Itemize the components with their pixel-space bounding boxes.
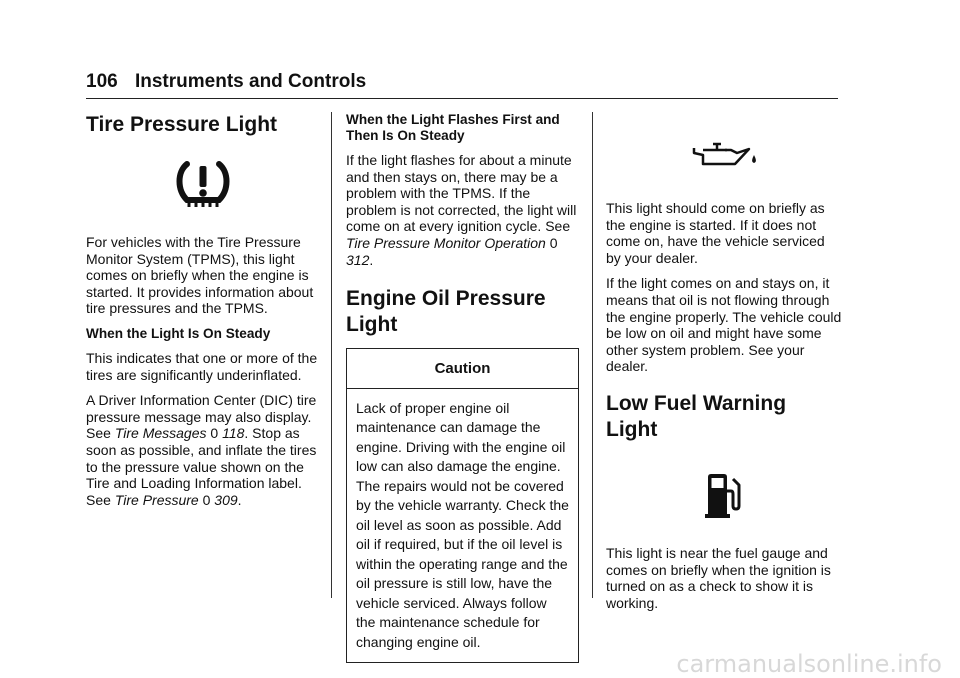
oil-pressure-heading: Engine Oil Pressure Light (346, 287, 546, 337)
page-ref-118[interactable]: 118 (222, 425, 245, 442)
column-1 (86, 112, 320, 517)
low-fuel-heading: Low Fuel Warning Light (606, 391, 787, 441)
tire-pressure-heading: Tire Pressure Light (86, 113, 278, 136)
flashes-subheading: When the Light Flashes First and Then Is On Steady (346, 112, 560, 143)
oil-can-icon (606, 140, 842, 170)
page-header (86, 70, 838, 94)
steady-text: This indicates that one or more of the tires are significantly underinflated. (86, 349, 318, 383)
caution-title: Caution (347, 349, 578, 389)
flashes-text: If the light flashes for about a minute and then stays on, there may be a problem with the TPMS. If the problem is not corrected, the light will come on at every ignition cycle. See Tire Pressure Monitor Operation 0 312. (346, 152, 577, 268)
arrow-glyph: 0 (210, 425, 219, 442)
link-tpms-operation[interactable]: Tire Pressure Monitor Operation (346, 234, 546, 251)
fuel-pump-icon (606, 473, 842, 519)
arrow-glyph: 0 (549, 234, 558, 251)
tpms-intro: For vehicles with the Tire Pressure Monitor System (TPMS), this light comes on briefly when the engine is started. It provides information about tire pressures and the TPMS. (86, 234, 314, 317)
page-number: 106 (86, 71, 118, 92)
watermark: carmanualsonline.info (676, 650, 942, 678)
page-ref-309[interactable]: 309 (214, 491, 238, 508)
link-tire-pressure[interactable]: Tire Pressure (114, 491, 199, 508)
dic-text: A Driver Information Center (DIC) tire pressure message may also display. See Tire Messages 0 118. Stop as soon as possible, and inflate the tires to the pressure value shown on the Tire and Loading Information label. See Tire Pressure 0 309. (86, 392, 317, 508)
link-tire-messages[interactable]: Tire Messages (114, 425, 207, 442)
page-ref-312[interactable]: 312 (346, 251, 370, 268)
oil-light-text-1: This light should come on briefly as the engine is started. If it does not come on, have the vehicle serviced by your dealer. (606, 200, 825, 266)
oil-light-text-2: If the light comes on and stays on, it means that oil is not flowing through the engine properly. The vehicle could be low on oil and might have some other system problem. See your dealer. (606, 275, 842, 375)
steady-subheading: When the Light Is On Steady (86, 325, 271, 341)
header-rule (86, 98, 838, 99)
column-divider-2 (592, 112, 593, 598)
caution-box (346, 348, 579, 663)
tire-pressure-warning-icon (86, 158, 320, 210)
caution-body: Lack of proper engine oil maintenance can damage the engine. Driving with the engine oil low can also damage the engine. The repairs would not be covered by the vehicle warranty. Check the oil level as soon as possible. Add oil if required, but if the oil level is within the operating range and the oil pressure is still low, have the vehicle serviced. Always follow the maintenance schedule for changing engine oil. (356, 399, 569, 650)
section-title: Instruments and Controls (134, 71, 367, 92)
low-fuel-text: This light is near the fuel gauge and comes on briefly when the ignition is turned on as a check to show it is working. (606, 544, 831, 611)
column-3 (606, 112, 842, 620)
column-divider-1 (331, 112, 332, 598)
arrow-glyph: 0 (202, 491, 211, 508)
column-2 (346, 112, 579, 663)
